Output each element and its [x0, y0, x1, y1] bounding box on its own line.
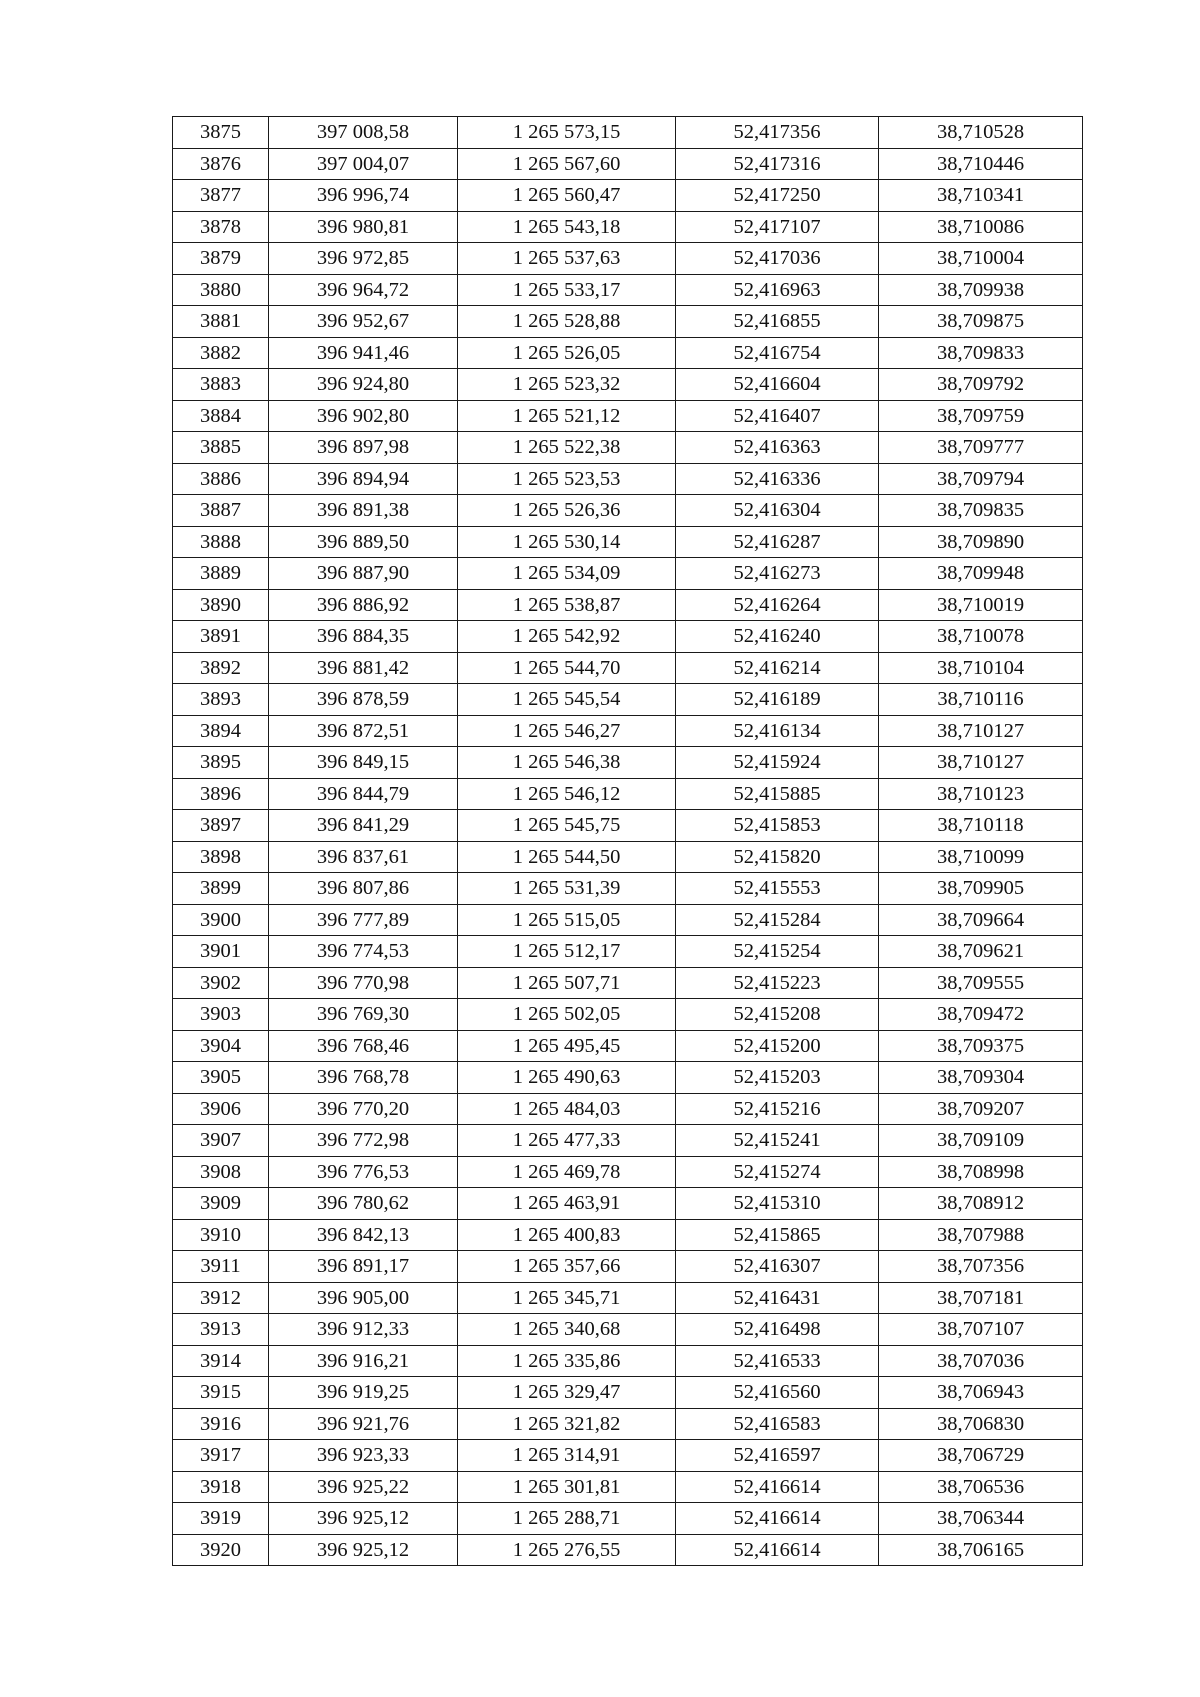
cell-longitude: 38,709207 — [879, 1093, 1083, 1125]
cell-longitude: 38,707988 — [879, 1219, 1083, 1251]
table-row — [173, 369, 1083, 401]
cell-y-coordinate: 1 265 531,39 — [458, 873, 676, 905]
cell-latitude: 52,416336 — [676, 463, 879, 495]
table-row — [173, 495, 1083, 527]
cell-longitude: 38,707356 — [879, 1251, 1083, 1283]
cell-x-coordinate: 396 807,86 — [269, 873, 458, 905]
cell-x-coordinate: 396 925,22 — [269, 1471, 458, 1503]
cell-y-coordinate: 1 265 276,55 — [458, 1534, 676, 1566]
cell-latitude: 52,415924 — [676, 747, 879, 779]
cell-y-coordinate: 1 265 477,33 — [458, 1125, 676, 1157]
cell-latitude: 52,416597 — [676, 1440, 879, 1472]
cell-longitude: 38,709948 — [879, 558, 1083, 590]
table-row — [173, 526, 1083, 558]
cell-point-number: 3895 — [173, 747, 269, 779]
cell-point-number: 3916 — [173, 1408, 269, 1440]
cell-latitude: 52,416407 — [676, 400, 879, 432]
cell-latitude: 52,415223 — [676, 967, 879, 999]
table-row — [173, 1219, 1083, 1251]
cell-x-coordinate: 396 772,98 — [269, 1125, 458, 1157]
cell-x-coordinate: 396 912,33 — [269, 1314, 458, 1346]
cell-y-coordinate: 1 265 335,86 — [458, 1345, 676, 1377]
cell-x-coordinate: 396 941,46 — [269, 337, 458, 369]
cell-x-coordinate: 396 889,50 — [269, 526, 458, 558]
cell-point-number: 3910 — [173, 1219, 269, 1251]
cell-y-coordinate: 1 265 560,47 — [458, 180, 676, 212]
cell-point-number: 3919 — [173, 1503, 269, 1535]
cell-longitude: 38,710104 — [879, 652, 1083, 684]
table-row — [173, 1503, 1083, 1535]
cell-point-number: 3904 — [173, 1030, 269, 1062]
cell-y-coordinate: 1 265 523,32 — [458, 369, 676, 401]
cell-y-coordinate: 1 265 546,12 — [458, 778, 676, 810]
cell-latitude: 52,416304 — [676, 495, 879, 527]
cell-point-number: 3884 — [173, 400, 269, 432]
cell-y-coordinate: 1 265 573,15 — [458, 117, 676, 149]
cell-x-coordinate: 396 849,15 — [269, 747, 458, 779]
cell-x-coordinate: 396 872,51 — [269, 715, 458, 747]
table-row — [173, 967, 1083, 999]
cell-x-coordinate: 396 905,00 — [269, 1282, 458, 1314]
cell-longitude: 38,710127 — [879, 747, 1083, 779]
cell-longitude: 38,710099 — [879, 841, 1083, 873]
cell-y-coordinate: 1 265 345,71 — [458, 1282, 676, 1314]
cell-longitude: 38,709621 — [879, 936, 1083, 968]
cell-y-coordinate: 1 265 544,70 — [458, 652, 676, 684]
cell-y-coordinate: 1 265 495,45 — [458, 1030, 676, 1062]
cell-latitude: 52,417107 — [676, 211, 879, 243]
cell-y-coordinate: 1 265 521,12 — [458, 400, 676, 432]
table-row — [173, 841, 1083, 873]
cell-point-number: 3913 — [173, 1314, 269, 1346]
cell-point-number: 3882 — [173, 337, 269, 369]
cell-y-coordinate: 1 265 528,88 — [458, 306, 676, 338]
cell-longitude: 38,710019 — [879, 589, 1083, 621]
cell-y-coordinate: 1 265 545,54 — [458, 684, 676, 716]
table-row — [173, 337, 1083, 369]
cell-y-coordinate: 1 265 340,68 — [458, 1314, 676, 1346]
cell-point-number: 3897 — [173, 810, 269, 842]
cell-longitude: 38,709835 — [879, 495, 1083, 527]
cell-longitude: 38,706943 — [879, 1377, 1083, 1409]
table-row — [173, 1093, 1083, 1125]
cell-point-number: 3889 — [173, 558, 269, 590]
cell-longitude: 38,706344 — [879, 1503, 1083, 1535]
table-row — [173, 873, 1083, 905]
cell-longitude: 38,710341 — [879, 180, 1083, 212]
cell-longitude: 38,710086 — [879, 211, 1083, 243]
cell-y-coordinate: 1 265 515,05 — [458, 904, 676, 936]
cell-y-coordinate: 1 265 490,63 — [458, 1062, 676, 1094]
cell-x-coordinate: 396 952,67 — [269, 306, 458, 338]
cell-latitude: 52,416498 — [676, 1314, 879, 1346]
cell-latitude: 52,415200 — [676, 1030, 879, 1062]
cell-latitude: 52,416614 — [676, 1534, 879, 1566]
table-row — [173, 936, 1083, 968]
table-row — [173, 1408, 1083, 1440]
cell-x-coordinate: 396 776,53 — [269, 1156, 458, 1188]
table-row — [173, 778, 1083, 810]
cell-y-coordinate: 1 265 522,38 — [458, 432, 676, 464]
cell-y-coordinate: 1 265 543,18 — [458, 211, 676, 243]
cell-longitude: 38,706830 — [879, 1408, 1083, 1440]
cell-latitude: 52,415865 — [676, 1219, 879, 1251]
cell-latitude: 52,416189 — [676, 684, 879, 716]
cell-latitude: 52,416287 — [676, 526, 879, 558]
cell-latitude: 52,416264 — [676, 589, 879, 621]
cell-latitude: 52,415853 — [676, 810, 879, 842]
cell-longitude: 38,709777 — [879, 432, 1083, 464]
cell-latitude: 52,415216 — [676, 1093, 879, 1125]
cell-point-number: 3911 — [173, 1251, 269, 1283]
cell-x-coordinate: 396 972,85 — [269, 243, 458, 275]
table-row — [173, 810, 1083, 842]
cell-x-coordinate: 396 924,80 — [269, 369, 458, 401]
cell-latitude: 52,416855 — [676, 306, 879, 338]
cell-x-coordinate: 396 980,81 — [269, 211, 458, 243]
cell-longitude: 38,710528 — [879, 117, 1083, 149]
cell-y-coordinate: 1 265 301,81 — [458, 1471, 676, 1503]
cell-x-coordinate: 396 897,98 — [269, 432, 458, 464]
cell-y-coordinate: 1 265 502,05 — [458, 999, 676, 1031]
cell-x-coordinate: 396 844,79 — [269, 778, 458, 810]
cell-longitude: 38,706729 — [879, 1440, 1083, 1472]
cell-longitude: 38,708912 — [879, 1188, 1083, 1220]
cell-x-coordinate: 397 004,07 — [269, 148, 458, 180]
table-row — [173, 1471, 1083, 1503]
table-row — [173, 999, 1083, 1031]
cell-y-coordinate: 1 265 512,17 — [458, 936, 676, 968]
cell-point-number: 3891 — [173, 621, 269, 653]
table-row — [173, 1377, 1083, 1409]
cell-x-coordinate: 396 768,78 — [269, 1062, 458, 1094]
cell-longitude: 38,710446 — [879, 148, 1083, 180]
cell-latitude: 52,416963 — [676, 274, 879, 306]
cell-longitude: 38,709304 — [879, 1062, 1083, 1094]
cell-x-coordinate: 396 884,35 — [269, 621, 458, 653]
cell-point-number: 3912 — [173, 1282, 269, 1314]
cell-longitude: 38,709759 — [879, 400, 1083, 432]
table-row — [173, 432, 1083, 464]
cell-point-number: 3918 — [173, 1471, 269, 1503]
cell-longitude: 38,709109 — [879, 1125, 1083, 1157]
cell-y-coordinate: 1 265 329,47 — [458, 1377, 676, 1409]
cell-x-coordinate: 396 894,94 — [269, 463, 458, 495]
cell-point-number: 3900 — [173, 904, 269, 936]
table-row — [173, 1030, 1083, 1062]
cell-latitude: 52,416604 — [676, 369, 879, 401]
table-row — [173, 1345, 1083, 1377]
cell-y-coordinate: 1 265 357,66 — [458, 1251, 676, 1283]
cell-latitude: 52,416240 — [676, 621, 879, 653]
cell-point-number: 3892 — [173, 652, 269, 684]
cell-point-number: 3875 — [173, 117, 269, 149]
cell-longitude: 38,710118 — [879, 810, 1083, 842]
cell-longitude: 38,709794 — [879, 463, 1083, 495]
cell-x-coordinate: 396 921,76 — [269, 1408, 458, 1440]
cell-latitude: 52,415553 — [676, 873, 879, 905]
cell-latitude: 52,416614 — [676, 1471, 879, 1503]
cell-longitude: 38,709375 — [879, 1030, 1083, 1062]
cell-y-coordinate: 1 265 542,92 — [458, 621, 676, 653]
cell-x-coordinate: 396 886,92 — [269, 589, 458, 621]
cell-point-number: 3890 — [173, 589, 269, 621]
cell-longitude: 38,709905 — [879, 873, 1083, 905]
table-row — [173, 1251, 1083, 1283]
cell-point-number: 3915 — [173, 1377, 269, 1409]
cell-latitude: 52,415241 — [676, 1125, 879, 1157]
cell-longitude: 38,710004 — [879, 243, 1083, 275]
cell-latitude: 52,415885 — [676, 778, 879, 810]
cell-longitude: 38,707107 — [879, 1314, 1083, 1346]
table-row — [173, 1156, 1083, 1188]
coordinates-table — [172, 116, 1083, 1566]
cell-point-number: 3908 — [173, 1156, 269, 1188]
cell-y-coordinate: 1 265 546,27 — [458, 715, 676, 747]
cell-point-number: 3914 — [173, 1345, 269, 1377]
cell-point-number: 3886 — [173, 463, 269, 495]
cell-longitude: 38,709938 — [879, 274, 1083, 306]
cell-x-coordinate: 396 881,42 — [269, 652, 458, 684]
cell-point-number: 3887 — [173, 495, 269, 527]
cell-x-coordinate: 396 780,62 — [269, 1188, 458, 1220]
cell-y-coordinate: 1 265 546,38 — [458, 747, 676, 779]
cell-y-coordinate: 1 265 400,83 — [458, 1219, 676, 1251]
table-row — [173, 463, 1083, 495]
cell-longitude: 38,708998 — [879, 1156, 1083, 1188]
cell-point-number: 3888 — [173, 526, 269, 558]
table-row — [173, 400, 1083, 432]
table-row — [173, 148, 1083, 180]
cell-point-number: 3894 — [173, 715, 269, 747]
cell-x-coordinate: 396 891,38 — [269, 495, 458, 527]
table-row — [173, 180, 1083, 212]
cell-y-coordinate: 1 265 544,50 — [458, 841, 676, 873]
table-row — [173, 904, 1083, 936]
cell-latitude: 52,416533 — [676, 1345, 879, 1377]
cell-point-number: 3876 — [173, 148, 269, 180]
cell-longitude: 38,707036 — [879, 1345, 1083, 1377]
coordinates-table-body — [173, 117, 1083, 1566]
cell-latitude: 52,416560 — [676, 1377, 879, 1409]
cell-x-coordinate: 396 964,72 — [269, 274, 458, 306]
table-row — [173, 1062, 1083, 1094]
table-row — [173, 621, 1083, 653]
cell-latitude: 52,417036 — [676, 243, 879, 275]
cell-longitude: 38,710123 — [879, 778, 1083, 810]
cell-point-number: 3917 — [173, 1440, 269, 1472]
cell-longitude: 38,709664 — [879, 904, 1083, 936]
table-row — [173, 211, 1083, 243]
cell-y-coordinate: 1 265 321,82 — [458, 1408, 676, 1440]
cell-x-coordinate: 396 923,33 — [269, 1440, 458, 1472]
table-row — [173, 558, 1083, 590]
cell-point-number: 3877 — [173, 180, 269, 212]
cell-x-coordinate: 396 878,59 — [269, 684, 458, 716]
cell-point-number: 3881 — [173, 306, 269, 338]
cell-x-coordinate: 396 902,80 — [269, 400, 458, 432]
cell-y-coordinate: 1 265 534,09 — [458, 558, 676, 590]
cell-latitude: 52,415274 — [676, 1156, 879, 1188]
cell-x-coordinate: 396 777,89 — [269, 904, 458, 936]
cell-x-coordinate: 396 925,12 — [269, 1503, 458, 1535]
cell-longitude: 38,709833 — [879, 337, 1083, 369]
cell-latitude: 52,416273 — [676, 558, 879, 590]
table-row — [173, 1314, 1083, 1346]
cell-latitude: 52,416583 — [676, 1408, 879, 1440]
cell-y-coordinate: 1 265 288,71 — [458, 1503, 676, 1535]
cell-y-coordinate: 1 265 523,53 — [458, 463, 676, 495]
cell-latitude: 52,416431 — [676, 1282, 879, 1314]
cell-y-coordinate: 1 265 538,87 — [458, 589, 676, 621]
table-row — [173, 1282, 1083, 1314]
cell-point-number: 3883 — [173, 369, 269, 401]
cell-longitude: 38,707181 — [879, 1282, 1083, 1314]
cell-x-coordinate: 396 925,12 — [269, 1534, 458, 1566]
cell-y-coordinate: 1 265 507,71 — [458, 967, 676, 999]
cell-x-coordinate: 396 774,53 — [269, 936, 458, 968]
cell-longitude: 38,706536 — [879, 1471, 1083, 1503]
cell-point-number: 3905 — [173, 1062, 269, 1094]
cell-longitude: 38,709890 — [879, 526, 1083, 558]
table-row — [173, 274, 1083, 306]
cell-x-coordinate: 396 842,13 — [269, 1219, 458, 1251]
cell-point-number: 3902 — [173, 967, 269, 999]
cell-x-coordinate: 396 769,30 — [269, 999, 458, 1031]
cell-y-coordinate: 1 265 530,14 — [458, 526, 676, 558]
cell-y-coordinate: 1 265 545,75 — [458, 810, 676, 842]
cell-point-number: 3885 — [173, 432, 269, 464]
cell-latitude: 52,417250 — [676, 180, 879, 212]
cell-longitude: 38,709875 — [879, 306, 1083, 338]
cell-point-number: 3906 — [173, 1093, 269, 1125]
cell-y-coordinate: 1 265 526,05 — [458, 337, 676, 369]
table-row — [173, 1440, 1083, 1472]
cell-y-coordinate: 1 265 537,63 — [458, 243, 676, 275]
cell-point-number: 3896 — [173, 778, 269, 810]
cell-x-coordinate: 396 770,20 — [269, 1093, 458, 1125]
cell-latitude: 52,415254 — [676, 936, 879, 968]
cell-latitude: 52,417316 — [676, 148, 879, 180]
table-row — [173, 306, 1083, 338]
cell-latitude: 52,416363 — [676, 432, 879, 464]
cell-x-coordinate: 396 841,29 — [269, 810, 458, 842]
cell-point-number: 3878 — [173, 211, 269, 243]
table-row — [173, 1188, 1083, 1220]
cell-point-number: 3880 — [173, 274, 269, 306]
cell-point-number: 3898 — [173, 841, 269, 873]
cell-x-coordinate: 397 008,58 — [269, 117, 458, 149]
cell-latitude: 52,416614 — [676, 1503, 879, 1535]
cell-point-number: 3909 — [173, 1188, 269, 1220]
cell-x-coordinate: 396 768,46 — [269, 1030, 458, 1062]
cell-latitude: 52,416214 — [676, 652, 879, 684]
cell-y-coordinate: 1 265 526,36 — [458, 495, 676, 527]
table-row — [173, 1534, 1083, 1566]
cell-y-coordinate: 1 265 314,91 — [458, 1440, 676, 1472]
cell-latitude: 52,415208 — [676, 999, 879, 1031]
cell-latitude: 52,415203 — [676, 1062, 879, 1094]
table-row — [173, 652, 1083, 684]
table-row — [173, 117, 1083, 149]
cell-longitude: 38,709472 — [879, 999, 1083, 1031]
cell-point-number: 3899 — [173, 873, 269, 905]
cell-point-number: 3907 — [173, 1125, 269, 1157]
cell-longitude: 38,710127 — [879, 715, 1083, 747]
cell-y-coordinate: 1 265 484,03 — [458, 1093, 676, 1125]
cell-latitude: 52,415310 — [676, 1188, 879, 1220]
cell-x-coordinate: 396 919,25 — [269, 1377, 458, 1409]
cell-latitude: 52,415284 — [676, 904, 879, 936]
cell-point-number: 3920 — [173, 1534, 269, 1566]
cell-x-coordinate: 396 891,17 — [269, 1251, 458, 1283]
table-row — [173, 715, 1083, 747]
cell-point-number: 3879 — [173, 243, 269, 275]
cell-latitude: 52,417356 — [676, 117, 879, 149]
table-row — [173, 589, 1083, 621]
cell-latitude: 52,415820 — [676, 841, 879, 873]
cell-y-coordinate: 1 265 463,91 — [458, 1188, 676, 1220]
cell-y-coordinate: 1 265 533,17 — [458, 274, 676, 306]
cell-latitude: 52,416754 — [676, 337, 879, 369]
cell-longitude: 38,710078 — [879, 621, 1083, 653]
table-row — [173, 684, 1083, 716]
cell-x-coordinate: 396 916,21 — [269, 1345, 458, 1377]
table-row — [173, 1125, 1083, 1157]
cell-y-coordinate: 1 265 469,78 — [458, 1156, 676, 1188]
cell-longitude: 38,709792 — [879, 369, 1083, 401]
cell-y-coordinate: 1 265 567,60 — [458, 148, 676, 180]
cell-longitude: 38,709555 — [879, 967, 1083, 999]
cell-x-coordinate: 396 770,98 — [269, 967, 458, 999]
cell-longitude: 38,706165 — [879, 1534, 1083, 1566]
cell-point-number: 3901 — [173, 936, 269, 968]
table-row — [173, 747, 1083, 779]
cell-point-number: 3903 — [173, 999, 269, 1031]
cell-x-coordinate: 396 837,61 — [269, 841, 458, 873]
cell-latitude: 52,416307 — [676, 1251, 879, 1283]
table-row — [173, 243, 1083, 275]
cell-x-coordinate: 396 996,74 — [269, 180, 458, 212]
cell-point-number: 3893 — [173, 684, 269, 716]
cell-x-coordinate: 396 887,90 — [269, 558, 458, 590]
cell-longitude: 38,710116 — [879, 684, 1083, 716]
cell-latitude: 52,416134 — [676, 715, 879, 747]
